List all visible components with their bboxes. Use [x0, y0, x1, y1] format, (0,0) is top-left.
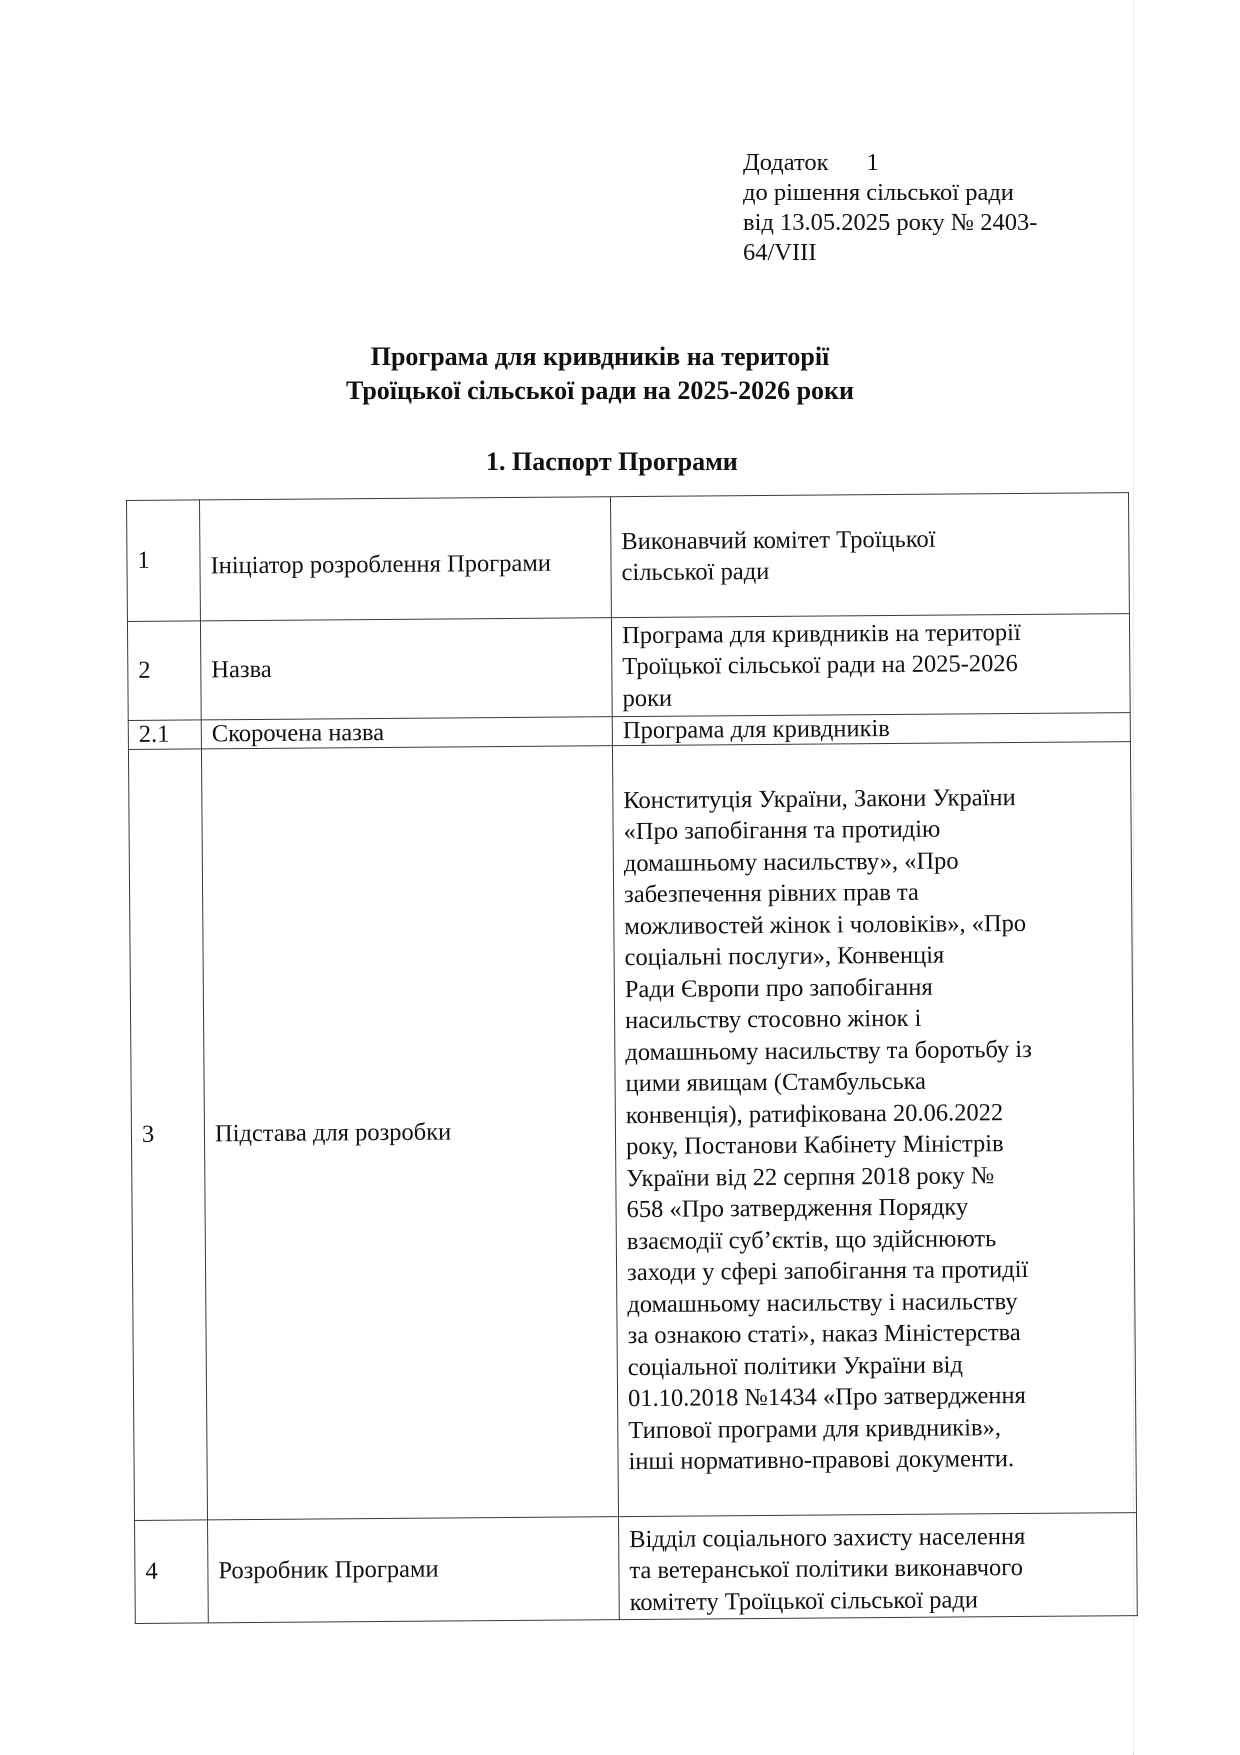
appendix-number: 1	[866, 149, 879, 176]
value-line: Програма для кривдників на території	[621, 618, 1021, 649]
table-row	[128, 742, 1136, 1521]
table-row	[127, 493, 1130, 622]
passport-table	[126, 492, 1138, 1624]
row-number: 2	[127, 621, 201, 721]
value-line: взаємодії суб’єктів, що здійснюють	[626, 1224, 997, 1255]
value-line: насильству стосовно жінок і	[624, 1004, 922, 1035]
row-label: Скорочена назва	[201, 717, 612, 749]
value-line: року, Постанови Кабінету Міністрів	[625, 1130, 1004, 1161]
appendix-date-line: від 13.05.2025 року № 2403-	[743, 209, 1038, 236]
value-line: інші нормативно-правові документи.	[628, 1445, 1015, 1476]
value-line: домашньому насильству і насильству	[627, 1287, 1018, 1318]
title-line-2: Троїцької сільської ради на 2025-2026 роки	[345, 376, 855, 405]
table-row	[127, 614, 1130, 721]
appendix-block	[743, 148, 1083, 268]
value-line: домашньому насильству та боротьбу із	[625, 1035, 1032, 1066]
row-number: 4	[135, 1520, 209, 1624]
row-number: 2.1	[128, 720, 201, 750]
value-line: 01.10.2018 №1434 «Про затвердження	[627, 1381, 1026, 1413]
value-line: конвенція), ратифікована 20.06.2022	[625, 1098, 1004, 1129]
value-line: сільської ради	[621, 557, 770, 587]
value-line: соціальної політики України від	[627, 1350, 963, 1381]
value-line: роки	[622, 684, 673, 712]
value-line: домашньому насильству», «Про	[623, 846, 959, 877]
value-line: «Про запобігання та протидію	[623, 815, 941, 846]
row-value	[611, 614, 1130, 717]
table-row	[135, 1513, 1138, 1624]
value-line: Троїцької сільської ради на 2025-2026	[622, 650, 1018, 681]
appendix-decision-line: до рішення сільської ради	[743, 179, 1014, 206]
value-line: та ветеранської політики виконавчого	[629, 1554, 1024, 1585]
value-line: 658 «Про затвердження Порядку	[626, 1193, 969, 1224]
value-line: Програма для кривдників	[622, 715, 890, 745]
row-label: Назва	[200, 618, 612, 720]
value-line: Виконавчий комітет Троїцької	[621, 525, 936, 555]
value-line: України від 22 серпня 2018 року №	[626, 1161, 995, 1192]
row-value	[610, 493, 1129, 618]
value-line: Відділ соціального захисту населення	[629, 1522, 1026, 1553]
row-value	[618, 1513, 1137, 1620]
document-title	[300, 340, 900, 408]
row-label: Ініціатор розроблення Програми	[200, 497, 612, 621]
row-number: 1	[127, 500, 201, 622]
value-line: цими явищам (Стамбульська	[625, 1067, 927, 1098]
value-line: заходи у сфері запобігання та протидії	[626, 1255, 1029, 1287]
value-line: Типової програми для кривдників»,	[628, 1413, 1002, 1444]
row-label: Розробник Програми	[208, 1517, 620, 1623]
row-value	[612, 742, 1136, 1517]
value-line: можливостей жінок і чоловіків», «Про	[624, 909, 1027, 940]
value-line: забезпечення рівних прав та	[624, 878, 919, 909]
row-value	[612, 713, 1130, 746]
value-line: Конституція України, Закони України	[623, 783, 1016, 814]
appendix-label-line	[743, 148, 1083, 178]
value-line: соціальні послуги», Конвенція	[624, 941, 945, 972]
value-line: Ради Європи про запобігання	[624, 973, 933, 1003]
row-label: Підстава для розробки	[201, 746, 618, 1520]
appendix-label: Додаток	[743, 149, 829, 176]
section-heading: 1. Паспорт Програми	[486, 447, 738, 476]
value-line: за ознакою статі», наказ Міністерства	[627, 1318, 1021, 1350]
title-line-1: Програма для кривдників на території	[370, 342, 830, 371]
row-number: 3	[128, 749, 207, 1521]
value-line: комітету Троїцької сільської ради	[629, 1586, 979, 1616]
appendix-number-line: 64/VIII	[743, 239, 817, 266]
